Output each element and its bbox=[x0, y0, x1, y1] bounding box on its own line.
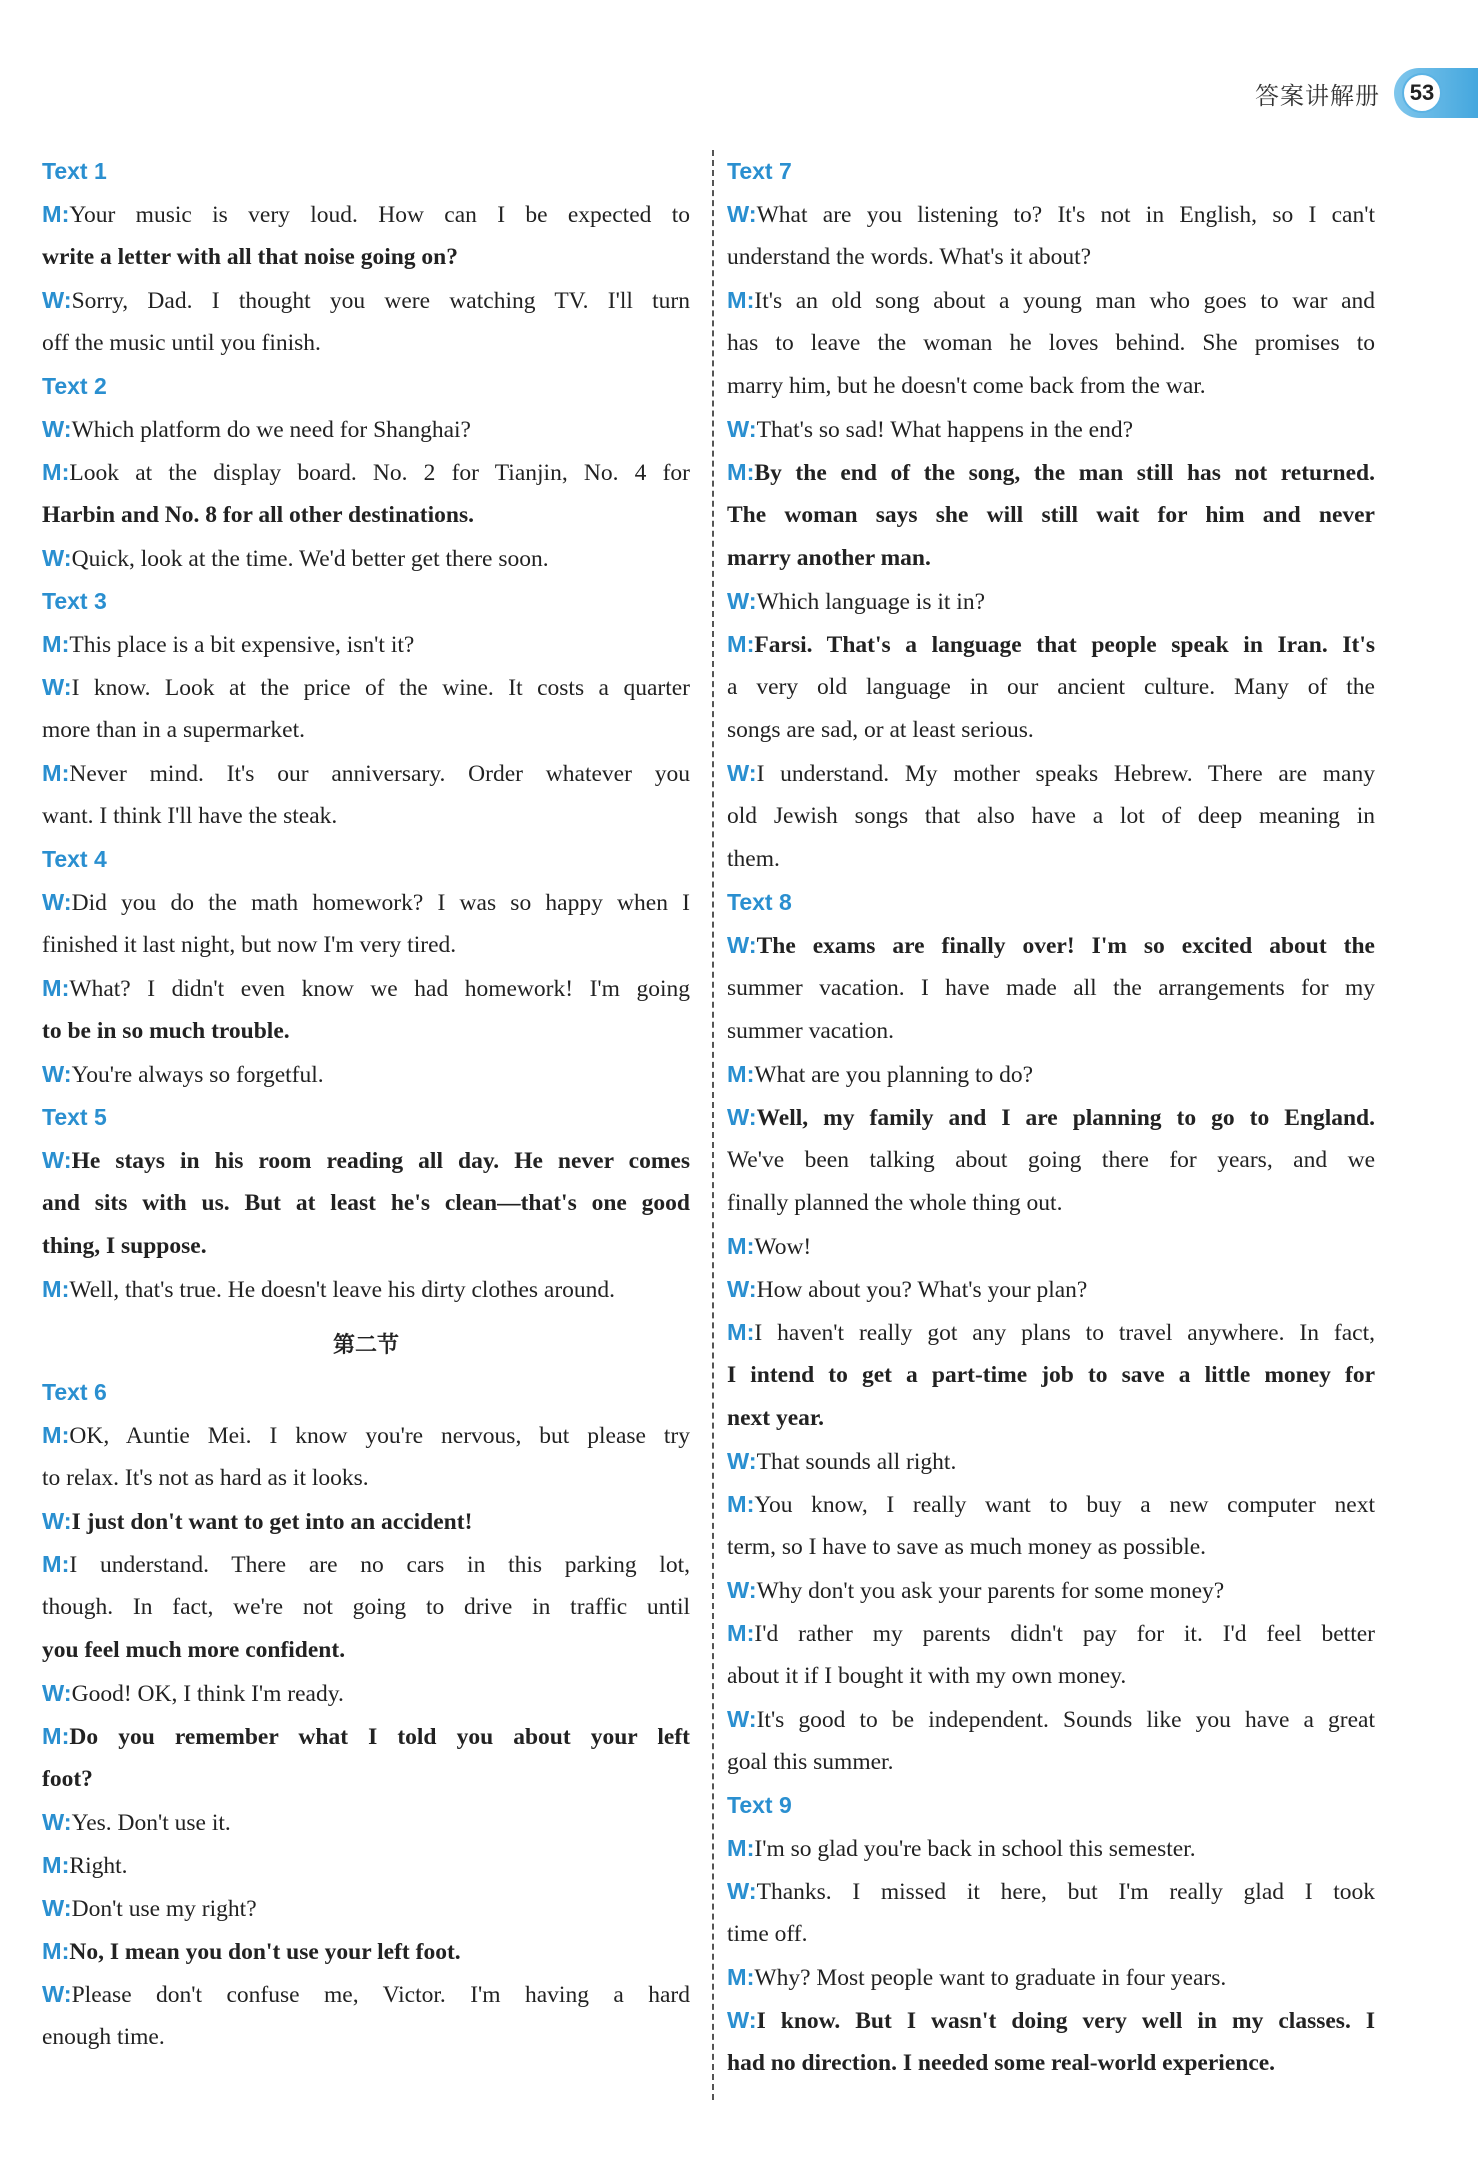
dialogue-line bbox=[727, 967, 1375, 1010]
dialogue-text: a very old language in our ancient culture. Many of the bbox=[727, 674, 1375, 700]
text-heading: Text 5 bbox=[42, 1104, 107, 1130]
dialogue-line bbox=[727, 1741, 1375, 1784]
dialogue-line bbox=[42, 1629, 690, 1672]
speaker-label: M: bbox=[42, 760, 70, 786]
speaker-label: W: bbox=[42, 1061, 72, 1087]
dialogue-text: It's an old song about a young man who goes to war and bbox=[754, 288, 1375, 314]
speaker-label: M: bbox=[42, 631, 70, 657]
dialogue-line bbox=[727, 666, 1375, 709]
dialogue-line bbox=[42, 1053, 690, 1096]
speaker-label: M: bbox=[42, 1422, 70, 1448]
dialogue-text: foot? bbox=[42, 1766, 93, 1792]
dialogue-line bbox=[727, 1698, 1375, 1741]
column-divider bbox=[712, 150, 714, 2100]
dialogue-text: goal this summer. bbox=[727, 1749, 894, 1775]
dialogue-line bbox=[42, 924, 690, 967]
speaker-label: W: bbox=[727, 588, 757, 614]
text-heading: Text 7 bbox=[727, 158, 792, 184]
dialogue-text: Well, my family and I are planning to go to England. bbox=[756, 1105, 1375, 1131]
dialogue-line bbox=[727, 1655, 1375, 1698]
dialogue-text: Well, that's true. He doesn't leave his dirty clothes around. bbox=[69, 1277, 616, 1303]
dialogue-line bbox=[42, 279, 690, 322]
dialogue-text: Harbin and No. 8 for all other destinations. bbox=[42, 502, 474, 528]
dialogue-text: Wow! bbox=[754, 1234, 812, 1260]
dialogue-line bbox=[727, 1397, 1375, 1440]
text-heading: Text 3 bbox=[42, 588, 107, 614]
dialogue-line bbox=[42, 752, 690, 795]
dialogue-text: more than in a supermarket. bbox=[42, 717, 305, 743]
dialogue-line bbox=[42, 1414, 690, 1457]
dialogue-line bbox=[42, 881, 690, 924]
speaker-label: W: bbox=[727, 416, 757, 442]
speaker-label: W: bbox=[42, 416, 72, 442]
dialogue-text: What are you planning to do? bbox=[754, 1062, 1034, 1088]
speaker-label: W: bbox=[42, 1147, 72, 1173]
dialogue-text: marry another man. bbox=[727, 545, 931, 571]
dialogue-text: summer vacation. I have made all the arrangements for my bbox=[727, 975, 1375, 1001]
dialogue-text: That sounds all right. bbox=[756, 1449, 957, 1475]
dialogue-text: Did you do the math homework? I was so happy when I bbox=[71, 890, 690, 916]
dialogue-text: By the end of the song, the man still has not returned. bbox=[754, 460, 1375, 486]
dialogue-text: to be in so much trouble. bbox=[42, 1018, 290, 1044]
speaker-label: M: bbox=[727, 1319, 755, 1345]
dialogue-text: Look at the display board. No. 2 for Tianjin, No. 4 for bbox=[69, 460, 690, 486]
dialogue-text: term, so I have to save as much money as possible. bbox=[727, 1534, 1207, 1560]
speaker-label: W: bbox=[727, 1706, 757, 1732]
dialogue-line bbox=[42, 1139, 690, 1182]
dialogue-text: marry him, but he doesn't come back from the war. bbox=[727, 373, 1206, 399]
dialogue-line bbox=[727, 322, 1375, 365]
dialogue-text: has to leave the woman he loves behind. She promises to bbox=[727, 330, 1375, 356]
speaker-label: M: bbox=[727, 1233, 755, 1259]
dialogue-text: Right. bbox=[69, 1853, 128, 1879]
dialogue-line bbox=[42, 2016, 690, 2059]
dialogue-text: Do you remember what I told you about your left bbox=[69, 1724, 690, 1750]
speaker-label: M: bbox=[727, 1491, 755, 1517]
dialogue-text: Don't use my right? bbox=[71, 1896, 257, 1922]
dialogue-line bbox=[727, 795, 1375, 838]
speaker-label: W: bbox=[42, 545, 72, 571]
speaker-label: M: bbox=[42, 1551, 70, 1577]
dialogue-line bbox=[42, 537, 690, 580]
section-heading: 第二节 bbox=[332, 1333, 399, 1358]
speaker-label: W: bbox=[727, 932, 757, 958]
dialogue-line bbox=[727, 1956, 1375, 1999]
speaker-label: M: bbox=[42, 459, 70, 485]
dialogue-line bbox=[727, 1311, 1375, 1354]
dialogue-text: Which platform do we need for Shanghai? bbox=[71, 417, 471, 443]
dialogue-text: finally planned the whole thing out. bbox=[727, 1190, 1063, 1216]
dialogue-text: Farsi. That's a language that people speak in Iran. It's bbox=[754, 632, 1375, 658]
dialogue-text: write a letter with all that noise going on? bbox=[42, 244, 459, 270]
dialogue-line bbox=[42, 623, 690, 666]
speaker-label: W: bbox=[42, 1508, 72, 1534]
page-number: 53 bbox=[1402, 73, 1442, 113]
dialogue-text: songs are sad, or at least serious. bbox=[727, 717, 1034, 743]
dialogue-text: That's so sad! What happens in the end? bbox=[756, 417, 1134, 443]
dialogue-text: you feel much more confident. bbox=[42, 1637, 346, 1663]
book-section-title: 答案讲解册 bbox=[1255, 81, 1380, 110]
dialogue-line bbox=[727, 1999, 1375, 2042]
dialogue-text: How about you? What's your plan? bbox=[756, 1277, 1088, 1303]
speaker-label: M: bbox=[727, 287, 755, 313]
text-heading: Text 9 bbox=[727, 1792, 792, 1818]
dialogue-line bbox=[727, 1526, 1375, 1569]
text-heading: Text 4 bbox=[42, 846, 107, 872]
dialogue-line bbox=[42, 967, 690, 1010]
dialogue-text: enough time. bbox=[42, 2024, 165, 2050]
dialogue-line bbox=[727, 1139, 1375, 1182]
dialogue-text: The woman says she will still wait for him and never bbox=[727, 502, 1375, 528]
speaker-label: M: bbox=[727, 631, 755, 657]
dialogue-text: I'm so glad you're back in school this semester. bbox=[754, 1836, 1196, 1862]
dialogue-text: Quick, look at the time. We'd better get there soon. bbox=[71, 546, 549, 572]
speaker-label: W: bbox=[727, 1276, 757, 1302]
dialogue-line bbox=[727, 1268, 1375, 1311]
speaker-label: W: bbox=[727, 1878, 757, 1904]
dialogue-line bbox=[727, 752, 1375, 795]
dialogue-text: I understand. There are no cars in this parking lot, bbox=[69, 1552, 690, 1578]
dialogue-text: The exams are finally over! I'm so excited about the bbox=[756, 933, 1375, 959]
dialogue-text: Yes. Don't use it. bbox=[71, 1810, 231, 1836]
speaker-label: W: bbox=[727, 760, 757, 786]
dialogue-text: What? I didn't even know we had homework! I'm going bbox=[69, 976, 690, 1002]
dialogue-line bbox=[42, 1010, 690, 1053]
dialogue-text: OK, Auntie Mei. I know you're nervous, but please try bbox=[69, 1423, 690, 1449]
dialogue-text: had no direction. I needed some real-world experience. bbox=[727, 2050, 1276, 2076]
speaker-label: W: bbox=[42, 287, 72, 313]
dialogue-text: want. I think I'll have the steak. bbox=[42, 803, 338, 829]
dialogue-line bbox=[727, 623, 1375, 666]
dialogue-line bbox=[727, 1913, 1375, 1956]
speaker-label: W: bbox=[42, 674, 72, 700]
dialogue-line bbox=[727, 1440, 1375, 1483]
text-heading: Text 6 bbox=[42, 1379, 107, 1405]
dialogue-line bbox=[42, 1672, 690, 1715]
speaker-label: M: bbox=[727, 459, 755, 485]
dialogue-line bbox=[727, 1354, 1375, 1397]
dialogue-line bbox=[727, 1053, 1375, 1096]
speaker-label: M: bbox=[42, 1276, 70, 1302]
page-header bbox=[1255, 68, 1478, 118]
dialogue-text: off the music until you finish. bbox=[42, 330, 321, 356]
dialogue-text: I understand. My mother speaks Hebrew. There are many bbox=[756, 761, 1375, 787]
dialogue-text: I know. But I wasn't doing very well in my classes. I bbox=[756, 2008, 1375, 2034]
dialogue-text: Please don't confuse me, Victor. I'm having a hard bbox=[71, 1982, 690, 2008]
dialogue-line bbox=[42, 1844, 690, 1887]
dialogue-line bbox=[42, 795, 690, 838]
dialogue-text: summer vacation. bbox=[727, 1018, 895, 1044]
dialogue-line bbox=[42, 1268, 690, 1311]
dialogue-line bbox=[42, 1887, 690, 1930]
speaker-label: M: bbox=[42, 1852, 70, 1878]
dialogue-line bbox=[42, 1801, 690, 1844]
speaker-label: W: bbox=[42, 1680, 72, 1706]
speaker-label: W: bbox=[727, 1104, 757, 1130]
speaker-label: M: bbox=[42, 975, 70, 1001]
dialogue-text: them. bbox=[727, 846, 780, 872]
dialogue-line bbox=[42, 1182, 690, 1225]
dialogue-line bbox=[42, 451, 690, 494]
dialogue-text: Never mind. It's our anniversary. Order whatever you bbox=[69, 761, 690, 787]
dialogue-text: Good! OK, I think I'm ready. bbox=[71, 1681, 344, 1707]
dialogue-line bbox=[42, 666, 690, 709]
dialogue-line bbox=[727, 1225, 1375, 1268]
speaker-label: W: bbox=[42, 889, 72, 915]
dialogue-text: I know. Look at the price of the wine. It costs a quarter bbox=[71, 675, 690, 701]
dialogue-text: to relax. It's not as hard as it looks. bbox=[42, 1465, 369, 1491]
speaker-label: M: bbox=[727, 1061, 755, 1087]
dialogue-line bbox=[42, 709, 690, 752]
dialogue-line bbox=[42, 1225, 690, 1268]
dialogue-line bbox=[727, 193, 1375, 236]
dialogue-line bbox=[42, 408, 690, 451]
right-column bbox=[727, 150, 1375, 2085]
dialogue-text: old Jewish songs that also have a lot of deep meaning in bbox=[727, 803, 1375, 829]
dialogue-line bbox=[42, 1930, 690, 1973]
dialogue-line bbox=[727, 279, 1375, 322]
dialogue-text: though. In fact, we're not going to drive in traffic until bbox=[42, 1594, 690, 1620]
dialogue-text: time off. bbox=[727, 1921, 808, 1947]
speaker-label: W: bbox=[42, 1809, 72, 1835]
speaker-label: M: bbox=[727, 1620, 755, 1646]
dialogue-text: finished it last night, but now I'm very tired. bbox=[42, 932, 457, 958]
dialogue-line bbox=[727, 1612, 1375, 1655]
speaker-label: W: bbox=[727, 1577, 757, 1603]
dialogue-text: No, I mean you don't use your left foot. bbox=[69, 1939, 461, 1965]
dialogue-line bbox=[42, 322, 690, 365]
dialogue-line bbox=[42, 1715, 690, 1758]
speaker-label: M: bbox=[42, 1938, 70, 1964]
dialogue-text: You know, I really want to buy a new computer next bbox=[754, 1492, 1375, 1518]
dialogue-text: and sits with us. But at least he's clean—that's one good bbox=[42, 1190, 690, 1216]
dialogue-line bbox=[42, 1586, 690, 1629]
dialogue-line bbox=[727, 1827, 1375, 1870]
left-column bbox=[42, 150, 690, 2059]
dialogue-text: next year. bbox=[727, 1405, 825, 1431]
dialogue-line bbox=[727, 838, 1375, 881]
dialogue-text: What are you listening to? It's not in English, so I can't bbox=[756, 202, 1375, 228]
dialogue-line bbox=[727, 365, 1375, 408]
dialogue-line bbox=[727, 2042, 1375, 2085]
dialogue-line bbox=[42, 494, 690, 537]
dialogue-line bbox=[42, 1543, 690, 1586]
dialogue-text: I haven't really got any plans to travel anywhere. In fact, bbox=[754, 1320, 1375, 1346]
dialogue-line bbox=[727, 709, 1375, 752]
dialogue-line bbox=[727, 408, 1375, 451]
speaker-label: W: bbox=[727, 201, 757, 227]
dialogue-line bbox=[727, 1010, 1375, 1053]
dialogue-text: This place is a bit expensive, isn't it? bbox=[69, 632, 415, 658]
dialogue-text: Your music is very loud. How can I be expected to bbox=[69, 202, 690, 228]
dialogue-text: Thanks. I missed it here, but I'm really glad I took bbox=[756, 1879, 1375, 1905]
dialogue-line bbox=[727, 236, 1375, 279]
dialogue-line bbox=[727, 451, 1375, 494]
dialogue-text: He stays in his room reading all day. He never comes bbox=[71, 1148, 690, 1174]
dialogue-text: Which language is it in? bbox=[756, 589, 985, 615]
dialogue-line bbox=[727, 494, 1375, 537]
dialogue-line bbox=[727, 1182, 1375, 1225]
dialogue-line bbox=[42, 1973, 690, 2016]
dialogue-line bbox=[727, 924, 1375, 967]
dialogue-text: understand the words. What's it about? bbox=[727, 244, 1092, 270]
dialogue-text: about it if I bought it with my own money. bbox=[727, 1663, 1127, 1689]
speaker-label: W: bbox=[727, 2007, 757, 2033]
dialogue-line bbox=[727, 1096, 1375, 1139]
dialogue-text: We've been talking about going there for years, and we bbox=[727, 1147, 1375, 1173]
text-heading: Text 1 bbox=[42, 158, 107, 184]
dialogue-line bbox=[727, 537, 1375, 580]
text-heading: Text 2 bbox=[42, 373, 107, 399]
speaker-label: M: bbox=[42, 1723, 70, 1749]
dialogue-line bbox=[42, 1758, 690, 1801]
dialogue-line bbox=[727, 580, 1375, 623]
speaker-label: W: bbox=[727, 1448, 757, 1474]
dialogue-text: You're always so forgetful. bbox=[71, 1062, 324, 1088]
dialogue-line bbox=[42, 236, 690, 279]
dialogue-line bbox=[42, 1500, 690, 1543]
speaker-label: W: bbox=[42, 1981, 72, 2007]
dialogue-line bbox=[42, 193, 690, 236]
dialogue-line bbox=[727, 1870, 1375, 1913]
dialogue-line bbox=[727, 1569, 1375, 1612]
dialogue-text: Sorry, Dad. I thought you were watching TV. I'll turn bbox=[71, 288, 690, 314]
speaker-label: M: bbox=[727, 1835, 755, 1861]
speaker-label: M: bbox=[42, 201, 70, 227]
dialogue-text: Why? Most people want to graduate in four years. bbox=[754, 1965, 1227, 1991]
text-heading: Text 8 bbox=[727, 889, 792, 915]
speaker-label: W: bbox=[42, 1895, 72, 1921]
dialogue-text: Why don't you ask your parents for some money? bbox=[756, 1578, 1225, 1604]
dialogue-text: thing, I suppose. bbox=[42, 1233, 207, 1259]
dialogue-line bbox=[727, 1483, 1375, 1526]
speaker-label: M: bbox=[727, 1964, 755, 1990]
dialogue-text: I just don't want to get into an accident! bbox=[71, 1509, 473, 1535]
dialogue-text: I'd rather my parents didn't pay for it. I'd feel better bbox=[754, 1621, 1375, 1647]
page-number-tab bbox=[1394, 68, 1478, 118]
dialogue-text: I intend to get a part-time job to save a little money for bbox=[727, 1362, 1375, 1388]
dialogue-text: It's good to be independent. Sounds like you have a great bbox=[756, 1707, 1375, 1733]
dialogue-line bbox=[42, 1457, 690, 1500]
